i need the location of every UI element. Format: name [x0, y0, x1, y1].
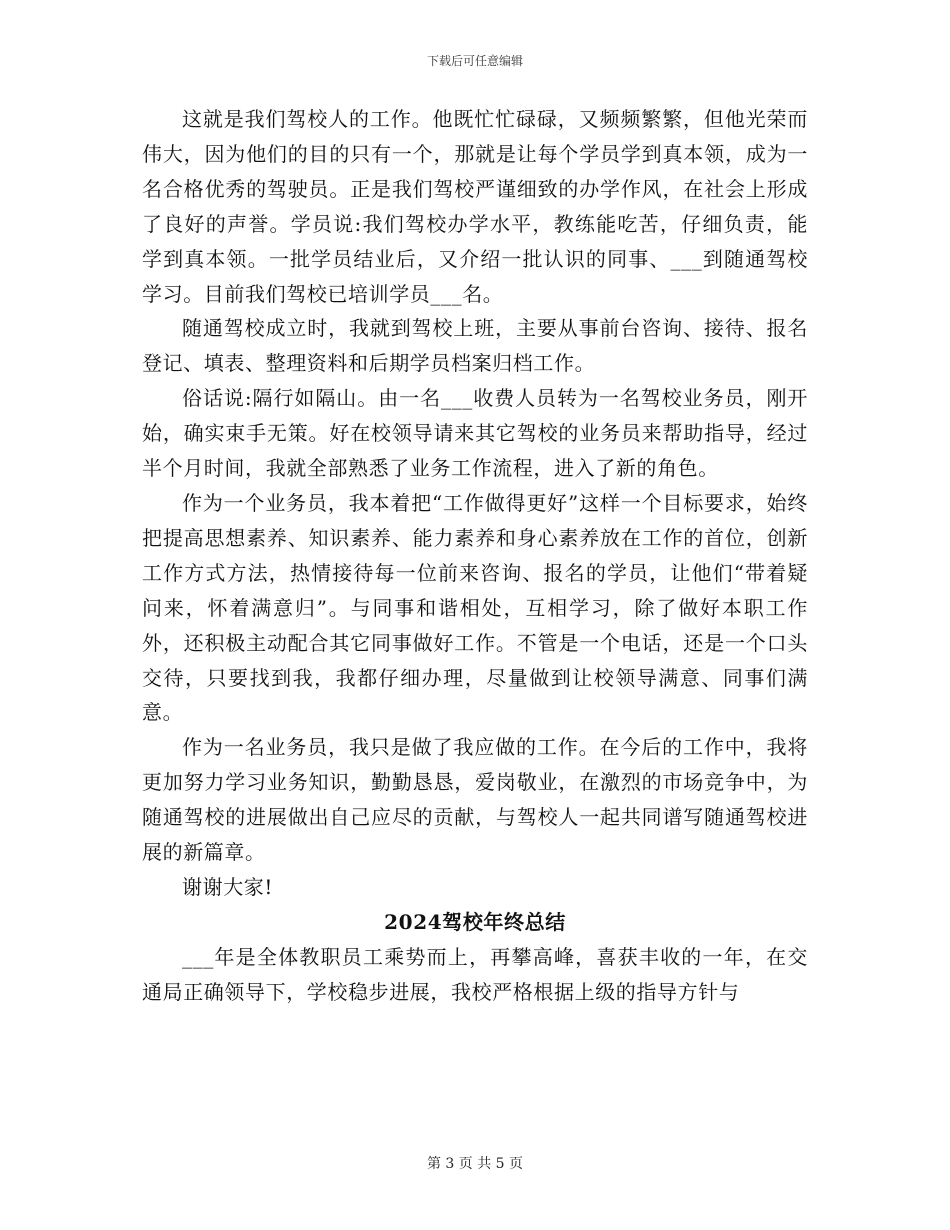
paragraph-driving-school-work: 这就是我们驾校人的工作。他既忙忙碌碌，又频频繁繁，但他光荣而伟大，因为他们的目的只有一个，那就是让每个学员学到真本领，成为一名合格优秀的驾驶员。正是我们驾校严谨细致的办学作风，在社会上形成了良好的声誉。学员说:我们驾校办学水平，教练能吃苦，仔细负责，能学到真本领。一批学员结业后，又介绍一批认识的同事、___到随通驾校学习。目前我们驾校已培训学员___名。	[142, 107, 808, 306]
paragraph-annual-summary-intro: ___年是全体教职员工乘势而上，再攀高峰，喜获丰收的一年，在交通局正确领导下，学校稳步进展，我校严格根据上级的指导方针与	[142, 944, 808, 1004]
page-number: 第 3 页 共 5 页	[426, 1156, 524, 1172]
paragraph-career-change: 俗话说:隔行如隔山。由一名___收费人员转为一名驾校业务员，刚开始，确实束手无策。好在校领导请来其它驾校的业务员来帮助指导，经过半个月时间，我就全部熟悉了业务工作流程，进入了新的角色。	[142, 386, 808, 481]
page-header-note: 下载后可任意编辑	[426, 54, 523, 68]
paragraph-job-duties: 随通驾校成立时，我就到驾校上班，主要从事前台咨询、接待、报名登记、填表、整理资料和后期学员档案归档工作。	[142, 316, 808, 376]
paragraph-thanks: 谢谢大家!	[182, 874, 274, 899]
paragraph-work-attitude: 作为一个业务员，我本着把“工作做得更好”这样一个目标要求，始终把提高思想素养、知识素养、能力素养和身心素养放在工作的首位，创新工作方式方法，热情接待每一位前来咨询、报名的学员，让他们“带着疑问来，怀着满意归”。与同事和谐相处，互相学习，除了做好本职工作外，还积极主动配合其它同事做好工作。不管是一个电话，还是一个口头交待，只要找到我，我都仔细办理，尽量做到让校领导满意、同事们满意。	[142, 490, 808, 725]
section-title: 2024驾校年终总结	[384, 909, 566, 934]
document-body	[142, 102, 808, 1010]
paragraph-future-goals: 作为一名业务员，我只是做了我应做的工作。在今后的工作中，我将更加努力学习业务知识，勤勤恳恳，爱岗敬业，在激烈的市场竞争中，为随通驾校的进展做出自己应尽的贡献，与驾校人一起共同谱写随通驾校进展的新篇章。	[142, 735, 808, 865]
